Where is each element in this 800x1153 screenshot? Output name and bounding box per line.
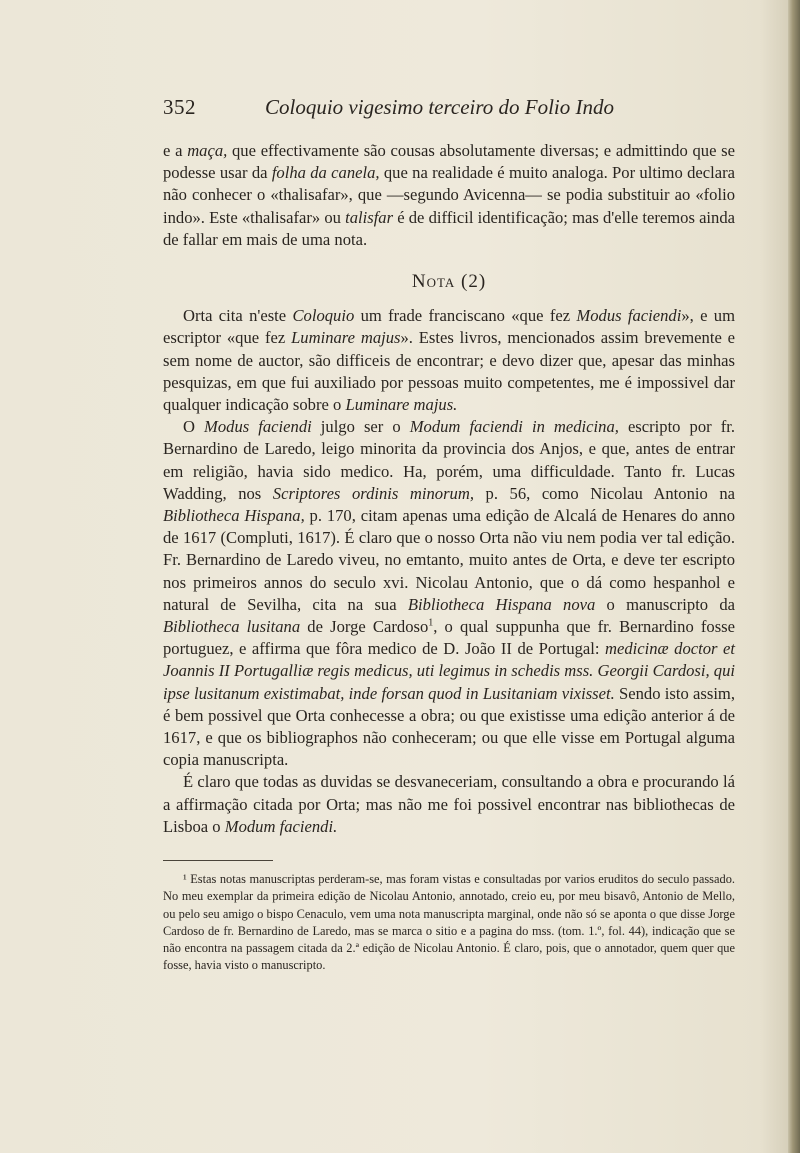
italic-term: Modus faciendi [576, 306, 682, 326]
text-run: É claro que todas as duvidas se desvaneceriam, consultando a obra e procurando lá a affirmação citada por Orta; mas não me foi possivel encontrar nas bibliothecas de Lisboa o [163, 772, 735, 836]
footnote-divider [163, 860, 273, 861]
italic-term: Coloquio [292, 306, 355, 326]
paragraph [163, 771, 735, 838]
text-run: p. 56, como Nicolau Antonio na [473, 483, 735, 503]
text-run: », e um escriptor «que fez [163, 306, 736, 348]
text-run: o manuscripto da [595, 594, 735, 614]
italic-term: Modum faciendi in medicina, [409, 417, 619, 437]
italic-term: talisfar [345, 207, 394, 227]
text-run: julgo ser o [311, 417, 410, 437]
footnote-text: Estas notas manuscriptas perderam-se, mas foram vistas e consultadas por varios eruditos do seculo passado. No meu exemplar da primeira edição de Nicolau Antonio, annotado, creio eu, por meu bisavô, Antonio de Mello, ou pelo seu amigo o bispo Cenaculo, vem uma nota manuscripta marginal, onde não só se aponta o que disse Jorge Cardoso de fr. Bernardino de Laredo, mas se marca o sitio e a pagina do mss. (tom. 1.º, fol. 44), indicação que se não encontra na passagem citada da 2.ª edição de Nicolau Antonio. É claro, pois, que o annotador, quem quer que fosse, havia visto o manuscripto. [163, 872, 735, 973]
footnote [163, 871, 735, 974]
page-edge-shadow [788, 0, 800, 1153]
footnote-reference[interactable]: 1 [428, 617, 434, 629]
text-run: , o qual suppunha que fr. Bernardino fosse portuguez, e affirma que fôra medico de D. João II de Portugal: [163, 617, 736, 659]
paragraph [163, 416, 735, 771]
latin-quotation: medicinæ doctor et Joannis II Portugalliæ regis medicus, uti legimus in schedis mss. Georgii Cardosi, qui ipse lusitanum existimabat, inde forsan quod in Lusitaniam vixisset. [163, 639, 736, 703]
page-body [163, 140, 735, 974]
text-run: Sendo isto assim, é bem possivel que Orta conhecesse a obra; ou que existisse uma edição anterior á de 1617, e que os bibliographos não conheceram; ou que elle visse em Portugal alguma copia manuscripta. [163, 683, 735, 770]
italic-term: folha da canela, [271, 163, 380, 183]
italic-term: Modus faciendi [204, 417, 312, 437]
text-run: que na realidade é muito analoga. Por ultimo declara não conhecer o «thalisafar», que —segundo Avicenna— se podia substituir ao «folio indo». Este «thalisafar» ou [163, 163, 735, 227]
text-run: ». Estes livros, mencionados assim brevemente e sem nome de auctor, são difficeis de encontrar; e devo dizer que, apesar das minhas pesquizas, em que fui auxiliado por pessoas muito competentes, me é impossivel dar qualquer indicação sobre o [163, 328, 736, 415]
italic-term: Scriptores ordinis minorum, [272, 483, 474, 503]
text-run: p. 170, citam apenas uma edição de Alcalá de Henares do anno de 1617 (Compluti, 1617). É claro que o nosso Orta não viu nem podia ver tal edição. Fr. Bernardino de Laredo viveu, no emtanto, muito antes de Orta, e deve ter escripto nos primeiros annos do seculo xvi. Nicolau Antonio, que o dá como hespanhol e natural de Sevilha, cita na sua [163, 506, 735, 614]
text-run: que effectivamente são cousas absolutamente diversas; e admittindo que se podesse usar da [163, 141, 736, 183]
text-run: é de difficil identificação; mas d'elle teremos ainda de fallar em mais de uma nota. [163, 207, 736, 249]
text-run: de Jorge Cardoso [300, 617, 429, 637]
italic-term: Bibliotheca Hispana, [163, 506, 305, 526]
running-title: Coloquio vigesimo terceiro do Folio Indo [265, 95, 614, 119]
paragraph [163, 305, 735, 416]
italic-term: Bibliotheca lusitana [163, 617, 301, 637]
text-run: Orta cita n'este [183, 306, 293, 326]
text-run: e a [163, 141, 188, 160]
italic-term: Bibliotheca Hispana nova [407, 594, 596, 614]
footnote-marker: ¹ [183, 872, 187, 887]
italic-term: Luminare majus [291, 328, 401, 348]
section-heading: Nota (2) [411, 271, 487, 293]
italic-term: Modum faciendi. [224, 816, 338, 836]
italic-term: Luminare majus. [345, 395, 458, 415]
italic-term: maça, [187, 141, 228, 160]
page-number: 352 [163, 95, 196, 119]
text-run: escripto por fr. Bernardino de Laredo, leigo minorita da provincia dos Anjos, e que, antes de entrar em religião, havia sido medico. Ha, porém, uma difficuldade. Tanto fr. Lucas Wadding, nos [163, 417, 735, 503]
page-header [0, 95, 800, 129]
text-run: O [183, 417, 205, 437]
text-run: um frade franciscano «que fez [354, 306, 577, 326]
paragraph [163, 140, 735, 251]
